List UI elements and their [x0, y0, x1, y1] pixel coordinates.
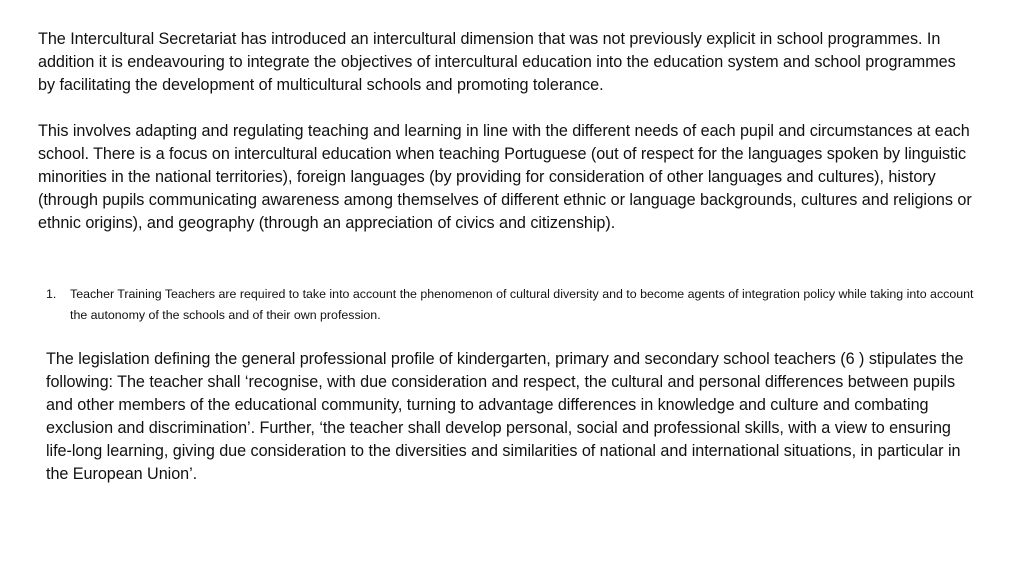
numbered-list [46, 284, 976, 326]
list-item-number: 1. [46, 287, 57, 301]
list-item [46, 284, 976, 326]
legislation-paragraph: The legislation defining the general professional profile of kindergarten, primary and secondary school teachers (6 ) stipulates the following: The teacher shall ‘recognise, with due consideration and respect, the cultural and personal differences between pupils and other members of the educational community, turning to advantage differences in knowledge and culture and combating exclusion and discrimination’. Further, ‘the teacher shall develop personal, social and professional skills, with a view to ensuring life-long learning, giving due consideration to the diversities and similarities of national and international situations, in particular in the European Union’. [46, 350, 964, 483]
intro-paragraph: The Intercultural Secretariat has introduced an intercultural dimension that was not previously explicit in school programmes. In addition it is endeavouring to integrate the objectives of intercultural education into the education system and school programmes by facilitating the development of multicultural schools and promoting tolerance. [38, 30, 956, 94]
list-item-text: Teacher Training Teachers are required to take into account the phenomenon of cultural diversity and to become agents of integration policy while taking into account the autonomy of the schools and of their own profession. [70, 287, 974, 322]
adapting-paragraph: This involves adapting and regulating teaching and learning in line with the different needs of each pupil and circumstances at each school. There is a focus on intercultural education when teaching Portuguese (out of respect for the languages spoken by linguistic minorities in the national territories), foreign languages (by providing for consideration of other languages and cultures), history (through pupils communicating awareness among themselves of different ethnic or language backgrounds, cultures and religions or ethnic origins), and geography (through an appreciation of civics and citizenship). [38, 122, 972, 232]
